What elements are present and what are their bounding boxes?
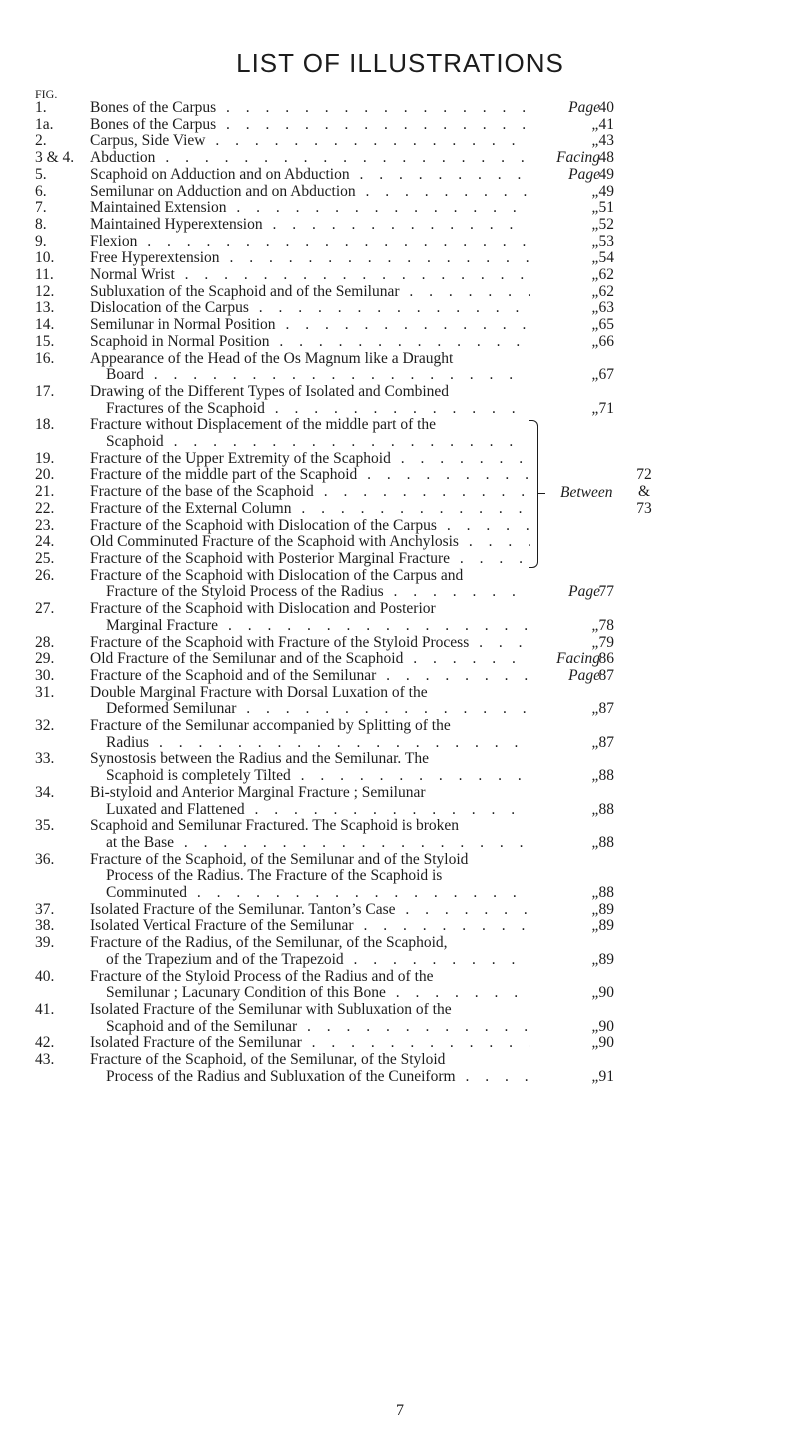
figure-title-line: Free Hyperextension . . . xyxy=(90,250,530,267)
figure-title xyxy=(90,601,530,634)
figure-number: 43. xyxy=(35,1051,55,1069)
fig-column-label: FIG. xyxy=(35,87,58,101)
figure-title-line: Fracture without Displacement of the middle part of the xyxy=(90,417,437,434)
figure-title xyxy=(90,718,530,751)
figure-number: 26. xyxy=(35,566,55,584)
figure-title-line: Board . . . xyxy=(90,367,530,384)
figure-title xyxy=(90,150,530,167)
figure-title xyxy=(90,668,530,685)
figure-title xyxy=(90,284,530,301)
page-ref: 66 xyxy=(598,332,614,350)
page-ref: 52 xyxy=(598,215,614,233)
figure-number: 1. xyxy=(35,99,47,116)
figure-title xyxy=(90,1002,530,1035)
page-label: Page xyxy=(568,165,600,183)
figure-title-line: Bi-styloid and Anterior Marginal Fracture ; Semilunar xyxy=(90,784,426,801)
list-item xyxy=(0,668,800,685)
figure-title-line: Comminuted . . . xyxy=(90,885,530,902)
figure-title xyxy=(90,501,530,518)
figure-number: 22. xyxy=(35,499,55,517)
figure-title-line: Fracture of the Styloid Process of the Radius . . . xyxy=(90,584,530,601)
list-item xyxy=(0,100,800,117)
figure-number: 9. xyxy=(35,232,47,250)
figure-title xyxy=(90,551,530,568)
figure-title-line: Fracture of the Scaphoid with Dislocation of the Carpus and xyxy=(90,567,464,584)
figure-number: 12. xyxy=(35,282,55,300)
figure-number: 28. xyxy=(35,633,55,651)
page-ref: 88 xyxy=(598,767,614,785)
group-page-ref: & xyxy=(637,483,651,500)
list-item xyxy=(0,969,800,1002)
page-ref: 40 xyxy=(598,99,614,116)
figure-title-line: Scaphoid and Semilunar Fractured. The Scaphoid is broken xyxy=(90,818,460,835)
list-item xyxy=(0,384,800,417)
list-item xyxy=(0,334,800,351)
figure-title xyxy=(90,1052,530,1085)
figure-title-line: Fracture of the Styloid Process of the Radius and of the xyxy=(90,968,434,985)
figure-title-line: Maintained Hyperextension . . . xyxy=(90,217,530,234)
figure-title-line: Subluxation of the Scaphoid and of the Semilunar . . . xyxy=(90,284,530,301)
list-item xyxy=(0,250,800,267)
figure-number: 19. xyxy=(35,449,55,467)
figure-title xyxy=(90,935,530,968)
list-item xyxy=(0,902,800,919)
figure-title-line: Synostosis between the Radius and the Semilunar. The xyxy=(90,751,429,768)
page-label: „ xyxy=(591,700,600,718)
page-ref: 65 xyxy=(598,316,614,334)
list-item xyxy=(0,534,800,551)
figure-number: 39. xyxy=(35,934,55,952)
list-item xyxy=(0,751,800,784)
figure-number: 24. xyxy=(35,533,55,551)
list-item xyxy=(0,785,800,818)
figure-title-line: at the Base . . . xyxy=(90,835,530,852)
figure-number: 18. xyxy=(35,416,55,434)
figure-title xyxy=(90,467,530,484)
figure-title xyxy=(90,785,530,818)
list-item xyxy=(0,317,800,334)
figure-number: 36. xyxy=(35,850,55,868)
figure-title-line: Semilunar ; Lacunary Condition of this Bone . . . xyxy=(90,985,530,1002)
list-item xyxy=(0,551,800,568)
page-label: „ xyxy=(591,1017,600,1035)
figure-title xyxy=(90,852,530,902)
figure-title-line: Fracture of the Scaphoid with Posterior Marginal Fracture . . . xyxy=(90,551,530,568)
figure-number: 7. xyxy=(35,199,47,217)
page-label: Page xyxy=(568,666,600,684)
list-item xyxy=(0,417,800,450)
figure-number: 14. xyxy=(35,316,55,334)
figure-number: 8. xyxy=(35,215,47,233)
figure-title-line: Isolated Fracture of the Semilunar with Subluxation of the xyxy=(90,1001,452,1018)
page-ref: 77 xyxy=(598,583,614,601)
figure-title-line: Process of the Radius and Subluxation of the Cuneiform . . . xyxy=(90,1069,530,1086)
page-ref: 87 xyxy=(598,666,614,684)
page-label: „ xyxy=(591,316,600,334)
page-ref: 87 xyxy=(598,733,614,751)
page-ref: 51 xyxy=(598,199,614,217)
page-label: „ xyxy=(591,366,600,384)
illustration-list xyxy=(0,100,800,1085)
figure-title xyxy=(90,902,530,919)
figure-title xyxy=(90,635,530,652)
page-ref: 79 xyxy=(598,633,614,651)
list-item xyxy=(0,150,800,167)
figure-number: 29. xyxy=(35,650,55,668)
page-ref: 49 xyxy=(598,165,614,183)
figure-number: 23. xyxy=(35,516,55,534)
list-item xyxy=(0,267,800,284)
figure-number: 13. xyxy=(35,299,55,317)
figure-title xyxy=(90,351,530,384)
figure-number: 16. xyxy=(35,349,55,367)
list-item xyxy=(0,133,800,150)
figure-title xyxy=(90,518,530,535)
page-label: „ xyxy=(591,917,600,935)
page-label: Page xyxy=(568,99,600,116)
page-label: „ xyxy=(591,132,600,150)
list-item xyxy=(0,1052,800,1085)
figure-title xyxy=(90,117,530,134)
page-label: „ xyxy=(591,282,600,300)
figure-title-line: Fracture of the Upper Extremity of the Scaphoid . . . xyxy=(90,451,530,468)
figure-title-line: Fracture of the middle part of the Scaphoid . . . xyxy=(90,467,530,484)
figure-title-line: Old Fracture of the Semilunar and of the Scaphoid . . . xyxy=(90,651,530,668)
page-label: „ xyxy=(591,984,600,1002)
figure-title-line: Deformed Semilunar . . . xyxy=(90,701,530,718)
list-item xyxy=(0,635,800,652)
figure-title-line: Radius . . . xyxy=(90,735,530,752)
figure-number: 41. xyxy=(35,1000,55,1018)
figure-number: 2. xyxy=(35,132,47,150)
figure-title xyxy=(90,918,530,935)
figure-title-line: Old Comminuted Fracture of the Scaphoid with Anchylosis . . . xyxy=(90,534,530,551)
page-ref: 88 xyxy=(598,833,614,851)
list-item xyxy=(0,284,800,301)
list-item xyxy=(0,467,800,484)
group-brace-tip xyxy=(537,493,545,494)
page-ref: 89 xyxy=(598,900,614,918)
figure-title-line: Fracture of the Scaphoid with Dislocation and Posterior xyxy=(90,601,436,618)
figure-title xyxy=(90,651,530,668)
page-label: „ xyxy=(591,616,600,634)
list-item xyxy=(0,568,800,601)
figure-title xyxy=(90,969,530,1002)
page-label: „ xyxy=(591,199,600,217)
page-number: 7 xyxy=(396,1402,404,1419)
figure-title-line: Process of the Radius. The Fracture of the Scaphoid is xyxy=(106,868,443,885)
figure-title-line: Scaphoid in Normal Position . . . xyxy=(90,334,530,351)
list-item xyxy=(0,852,800,902)
list-item xyxy=(0,300,800,317)
list-item xyxy=(0,451,800,468)
figure-title-line: Maintained Extension . . . xyxy=(90,200,530,217)
page-ref: 71 xyxy=(598,399,614,417)
figure-title xyxy=(90,484,530,501)
page-label: „ xyxy=(591,833,600,851)
list-item xyxy=(0,351,800,384)
figure-title xyxy=(90,384,530,417)
figure-title-line: Fracture of the Semilunar accompanied by Splitting of the xyxy=(90,718,451,735)
page-ref: 90 xyxy=(598,1017,614,1035)
figure-number: 6. xyxy=(35,182,47,200)
group-page-ref: 73 xyxy=(636,499,652,517)
page-ref: 54 xyxy=(598,249,614,267)
figure-title-line: Fracture of the Scaphoid and of the Semilunar . . . xyxy=(90,668,530,685)
figure-title-line: Isolated Vertical Fracture of the Semilunar . . . xyxy=(90,918,530,935)
figure-title-line: Normal Wrist . . . xyxy=(90,267,530,284)
page-ref: 91 xyxy=(598,1067,614,1085)
figure-title-line: Scaphoid and of the Semilunar . . . xyxy=(90,1019,530,1036)
figure-number: 17. xyxy=(35,382,55,400)
figure-title xyxy=(90,267,530,284)
figure-number: 38. xyxy=(35,917,55,935)
figure-title-line: Fracture of the External Column . . . xyxy=(90,501,530,518)
figure-title xyxy=(90,100,530,117)
figure-title-line: Semilunar in Normal Position . . . xyxy=(90,317,530,334)
figure-title xyxy=(90,250,530,267)
list-item xyxy=(0,184,800,201)
list-item xyxy=(0,918,800,935)
figure-title xyxy=(90,133,530,150)
figure-title xyxy=(90,685,530,718)
page-ref: 89 xyxy=(598,917,614,935)
figure-number: 42. xyxy=(35,1034,55,1052)
page-label: „ xyxy=(591,884,600,902)
list-item xyxy=(0,1002,800,1035)
page-label: „ xyxy=(591,1034,600,1052)
figure-title xyxy=(90,568,530,601)
page-label: Facing xyxy=(556,650,600,668)
figure-number: 31. xyxy=(35,683,55,701)
group-page-label: Between xyxy=(560,484,613,501)
figure-title xyxy=(90,751,530,784)
figure-title-line: Fracture of the Radius, of the Semilunar, of the Scaphoid, xyxy=(90,935,448,952)
page-label: „ xyxy=(591,332,600,350)
page-ref: 86 xyxy=(598,650,614,668)
page-ref: 41 xyxy=(598,115,614,133)
list-item xyxy=(0,1035,800,1052)
figure-number: 30. xyxy=(35,666,55,684)
page-label: „ xyxy=(591,733,600,751)
figure-number: 3 & 4. xyxy=(35,149,75,167)
figure-title-line: of the Trapezium and of the Trapezoid . . . xyxy=(90,952,530,969)
list-item xyxy=(0,818,800,851)
figure-title xyxy=(90,818,530,851)
list-item xyxy=(0,501,800,518)
page-label: „ xyxy=(591,633,600,651)
figure-number: 15. xyxy=(35,332,55,350)
page-ref: 62 xyxy=(598,282,614,300)
page-ref: 90 xyxy=(598,984,614,1002)
figure-title-line: Bones of the Carpus . . . xyxy=(90,117,530,134)
figure-title-line: Abduction . . . xyxy=(90,150,530,167)
page-label: „ xyxy=(591,767,600,785)
page-label: Page xyxy=(568,583,600,601)
figure-title-line: Scaphoid is completely Tilted . . . xyxy=(90,768,530,785)
figure-title-line: Dislocation of the Carpus . . . xyxy=(90,300,530,317)
page-ref: 87 xyxy=(598,700,614,718)
group-brace xyxy=(529,420,538,568)
list-item xyxy=(0,685,800,718)
figure-title-line: Appearance of the Head of the Os Magnum like a Draught xyxy=(90,350,454,367)
figure-number: 10. xyxy=(35,249,55,267)
figure-title-line: Carpus, Side View . . . xyxy=(90,133,530,150)
figure-number: 33. xyxy=(35,750,55,768)
figure-title xyxy=(90,234,530,251)
page-label: „ xyxy=(591,900,600,918)
page-label: „ xyxy=(591,399,600,417)
page-ref: 48 xyxy=(598,149,614,167)
list-item xyxy=(0,935,800,968)
page-label: „ xyxy=(591,950,600,968)
list-item xyxy=(0,518,800,535)
page-ref: 88 xyxy=(598,800,614,818)
figure-title-line: Fracture of the base of the Scaphoid . . . xyxy=(90,484,530,501)
page-ref: 89 xyxy=(598,950,614,968)
figure-title-line: Drawing of the Different Types of Isolated and Combined xyxy=(90,383,450,400)
figure-number: 21. xyxy=(35,483,55,501)
figure-number: 5. xyxy=(35,165,47,183)
list-item xyxy=(0,718,800,751)
list-item xyxy=(0,117,800,134)
figure-number: 32. xyxy=(35,717,55,735)
figure-number: 25. xyxy=(35,549,55,567)
figure-title-line: Fracture of the Scaphoid, of the Semilunar, of the Styloid xyxy=(90,1052,446,1069)
figure-title-line: Flexion . . . xyxy=(90,234,530,251)
figure-title-line: Semilunar on Adduction and on Abduction . . . xyxy=(90,184,530,201)
figure-title-line: Fracture of the Scaphoid with Fracture of the Styloid Process . . . xyxy=(90,635,530,652)
page-ref: 63 xyxy=(598,299,614,317)
list-item xyxy=(0,217,800,234)
page-ref: 90 xyxy=(598,1034,614,1052)
page-label: „ xyxy=(591,266,600,284)
page-ref: 78 xyxy=(598,616,614,634)
figure-title xyxy=(90,534,530,551)
page-label: „ xyxy=(591,115,600,133)
page-label: „ xyxy=(591,299,600,317)
figure-title xyxy=(90,167,530,184)
figure-number: 27. xyxy=(35,600,55,618)
figure-title xyxy=(90,217,530,234)
page-label: „ xyxy=(591,215,600,233)
figure-title xyxy=(90,451,530,468)
figure-number: 11. xyxy=(35,266,54,284)
figure-title-line: Fracture of the Scaphoid, of the Semilunar and of the Styloid xyxy=(90,851,469,868)
page-ref: 88 xyxy=(598,884,614,902)
figure-number: 20. xyxy=(35,466,55,484)
figure-title-line: Isolated Fracture of the Semilunar . . . xyxy=(90,1035,530,1052)
figure-number: 35. xyxy=(35,817,55,835)
figure-title xyxy=(90,300,530,317)
figure-title-line: Fractures of the Scaphoid . . . xyxy=(90,401,530,418)
list-item xyxy=(0,601,800,634)
page-label: „ xyxy=(591,800,600,818)
page-ref: 53 xyxy=(598,232,614,250)
figure-title-line: Bones of the Carpus . . . xyxy=(90,100,530,117)
figure-title xyxy=(90,200,530,217)
figure-title-line: Marginal Fracture . . . xyxy=(90,618,530,635)
page-label: „ xyxy=(591,1067,600,1085)
page-ref: 43 xyxy=(598,132,614,150)
figure-title-line: Fracture of the Scaphoid with Dislocation of the Carpus . . . xyxy=(90,518,530,535)
figure-number: 40. xyxy=(35,967,55,985)
figure-number: 37. xyxy=(35,900,55,918)
figure-title-line: Isolated Fracture of the Semilunar. Tanton’s Case . . . xyxy=(90,902,530,919)
figure-title xyxy=(90,334,530,351)
list-item xyxy=(0,484,800,501)
group-page-ref: 72 xyxy=(636,466,652,484)
figure-number: 34. xyxy=(35,783,55,801)
page-ref: 67 xyxy=(598,366,614,384)
list-item xyxy=(0,234,800,251)
figure-number: 1a. xyxy=(35,115,54,133)
figure-title xyxy=(90,1035,530,1052)
figure-title-line: Luxated and Flattened . . . xyxy=(90,802,530,819)
page-ref: 49 xyxy=(598,182,614,200)
page-label: „ xyxy=(591,249,600,267)
page-label: Facing xyxy=(556,149,600,167)
figure-title xyxy=(90,417,530,450)
list-item xyxy=(0,167,800,184)
figure-title xyxy=(90,184,530,201)
page-label: „ xyxy=(591,232,600,250)
figure-title-line: Scaphoid on Adduction and on Abduction . . . xyxy=(90,167,530,184)
page-ref: 62 xyxy=(598,266,614,284)
list-item xyxy=(0,651,800,668)
figure-title-line: Double Marginal Fracture with Dorsal Luxation of the xyxy=(90,684,428,701)
page-label: „ xyxy=(591,182,600,200)
list-item xyxy=(0,200,800,217)
figure-title-line: Scaphoid . . . xyxy=(90,434,530,451)
page-title: LIST OF ILLUSTRATIONS xyxy=(236,48,564,78)
figure-title xyxy=(90,317,530,334)
